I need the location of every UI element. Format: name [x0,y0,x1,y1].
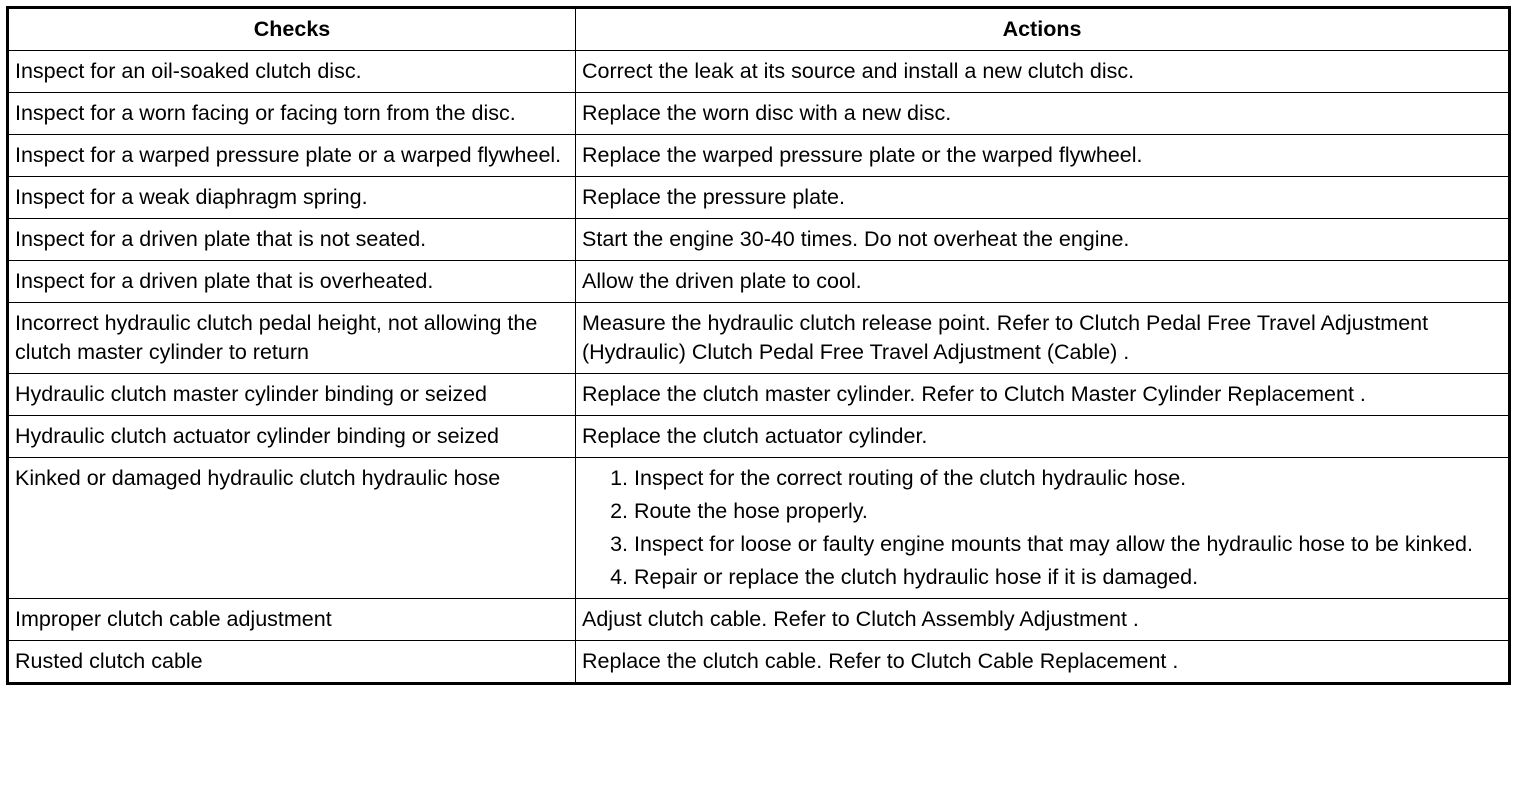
table-row [8,135,1510,177]
action-cell: Replace the pressure plate. [576,177,1510,219]
action-steps-list [582,464,1502,592]
table-row [8,416,1510,458]
action-cell: Replace the clutch cable. Refer to Clutch Cable Replacement . [576,641,1510,684]
table-header-row [8,8,1510,51]
action-cell: Measure the hydraulic clutch release point. Refer to Clutch Pedal Free Travel Adjustment (Hydraulic) Clutch Pedal Free Travel Adjustment (Cable) . [576,303,1510,374]
table-row [8,599,1510,641]
table-row [8,219,1510,261]
action-cell: Replace the worn disc with a new disc. [576,93,1510,135]
check-cell: Inspect for a worn facing or facing torn from the disc. [8,93,576,135]
header-actions: Actions [576,8,1510,51]
check-cell: Inspect for a driven plate that is not seated. [8,219,576,261]
action-cell: Correct the leak at its source and install a new clutch disc. [576,51,1510,93]
table-row [8,374,1510,416]
check-cell: Rusted clutch cable [8,641,576,684]
action-cell: Replace the clutch master cylinder. Refer to Clutch Master Cylinder Replacement . [576,374,1510,416]
action-cell: Allow the driven plate to cool. [576,261,1510,303]
table-row [8,458,1510,599]
action-cell: Replace the clutch actuator cylinder. [576,416,1510,458]
table-row [8,303,1510,374]
check-cell: Hydraulic clutch master cylinder binding or seized [8,374,576,416]
table-row [8,177,1510,219]
table-row [8,261,1510,303]
check-cell: Hydraulic clutch actuator cylinder binding or seized [8,416,576,458]
check-cell: Improper clutch cable adjustment [8,599,576,641]
action-cell: Adjust clutch cable. Refer to Clutch Assembly Adjustment . [576,599,1510,641]
action-cell: Start the engine 30-40 times. Do not overheat the engine. [576,219,1510,261]
action-step: 1. Inspect for the correct routing of the clutch hydraulic hose. [634,464,1502,493]
action-cell [576,458,1510,599]
table-row [8,93,1510,135]
table-row [8,51,1510,93]
check-cell: Inspect for an oil-soaked clutch disc. [8,51,576,93]
action-step: 3. Inspect for loose or faulty engine mounts that may allow the hydraulic hose to be kinked. [634,530,1502,559]
action-step: 4. Repair or replace the clutch hydraulic hose if it is damaged. [634,563,1502,592]
table-row [8,641,1510,684]
check-cell: Inspect for a weak diaphragm spring. [8,177,576,219]
action-cell: Replace the warped pressure plate or the warped flywheel. [576,135,1510,177]
checks-actions-table [6,6,1511,685]
check-cell: Inspect for a driven plate that is overheated. [8,261,576,303]
check-cell: Inspect for a warped pressure plate or a warped flywheel. [8,135,576,177]
header-checks: Checks [8,8,576,51]
check-cell: Incorrect hydraulic clutch pedal height, not allowing the clutch master cylinder to return [8,303,576,374]
check-cell: Kinked or damaged hydraulic clutch hydraulic hose [8,458,576,599]
action-step: 2. Route the hose properly. [634,497,1502,526]
